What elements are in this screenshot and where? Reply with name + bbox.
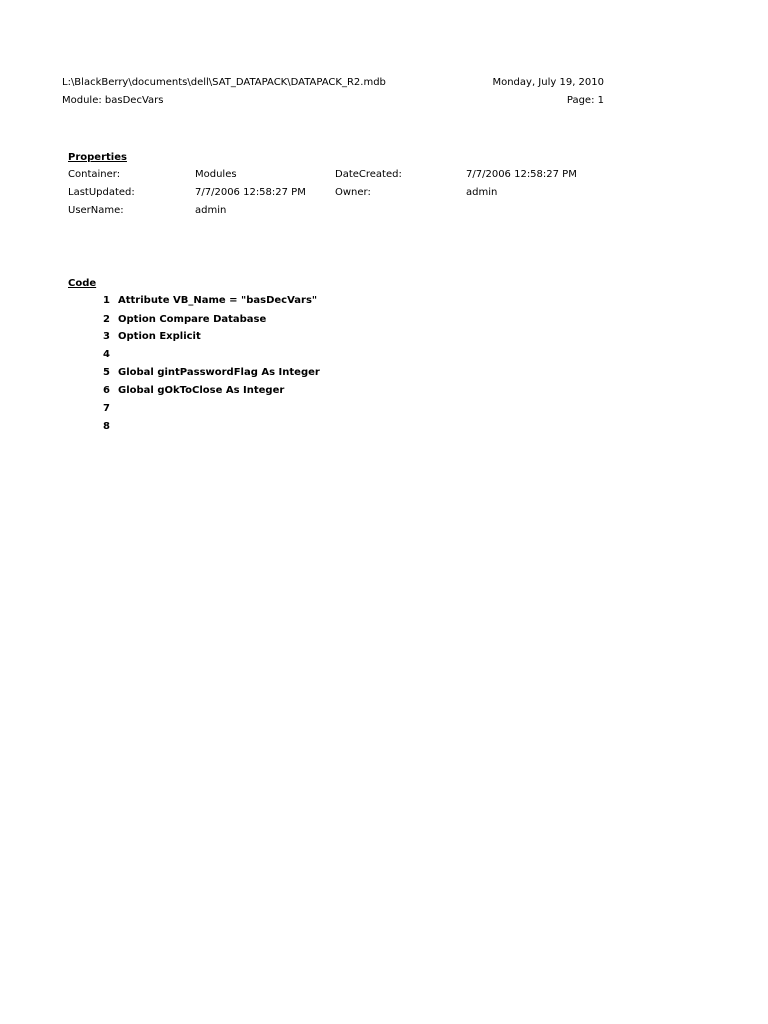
property-label: Container: — [68, 169, 121, 180]
line-number: 6 — [103, 385, 110, 396]
code-line — [0, 314, 400, 332]
line-number: 8 — [103, 421, 110, 432]
line-text: Option Explicit — [118, 331, 201, 342]
code-line — [0, 349, 400, 367]
property-value: admin — [195, 205, 227, 216]
line-text: Option Compare Database — [118, 314, 267, 325]
property-label: Owner: — [335, 187, 371, 198]
line-number: 5 — [103, 367, 110, 378]
report-date: Monday, July 19, 2010 — [492, 77, 604, 88]
line-number: 1 — [103, 295, 110, 306]
properties-heading: Properties — [68, 152, 127, 163]
line-text: Attribute VB_Name = "basDecVars" — [118, 295, 318, 306]
page-number: Page: 1 — [566, 95, 604, 106]
property-value: admin — [466, 187, 498, 198]
line-number: 4 — [103, 349, 110, 360]
code-line — [0, 403, 400, 421]
line-text: Global gOkToClose As Integer — [118, 385, 285, 396]
module-name: Module: basDecVars — [62, 95, 164, 106]
line-number: 7 — [103, 403, 110, 414]
property-label: LastUpdated: — [68, 187, 135, 198]
property-value: 7/7/2006 12:58:27 PM — [195, 187, 306, 198]
code-heading: Code — [68, 278, 97, 289]
code-line — [0, 385, 400, 403]
line-number: 2 — [103, 314, 110, 325]
code-line — [0, 367, 400, 385]
property-value: Modules — [195, 169, 237, 180]
line-text: Global gintPasswordFlag As Integer — [118, 367, 320, 378]
property-value: 7/7/2006 12:58:27 PM — [466, 169, 577, 180]
code-line — [0, 295, 400, 313]
property-label: UserName: — [68, 205, 124, 216]
code-line — [0, 331, 400, 349]
property-label: DateCreated: — [335, 169, 402, 180]
code-line — [0, 421, 400, 439]
line-number: 3 — [103, 331, 110, 342]
file-path: L:\BlackBerry\documents\dell\SAT_DATAPACK\DATAPACK_R2.mdb — [62, 77, 386, 88]
